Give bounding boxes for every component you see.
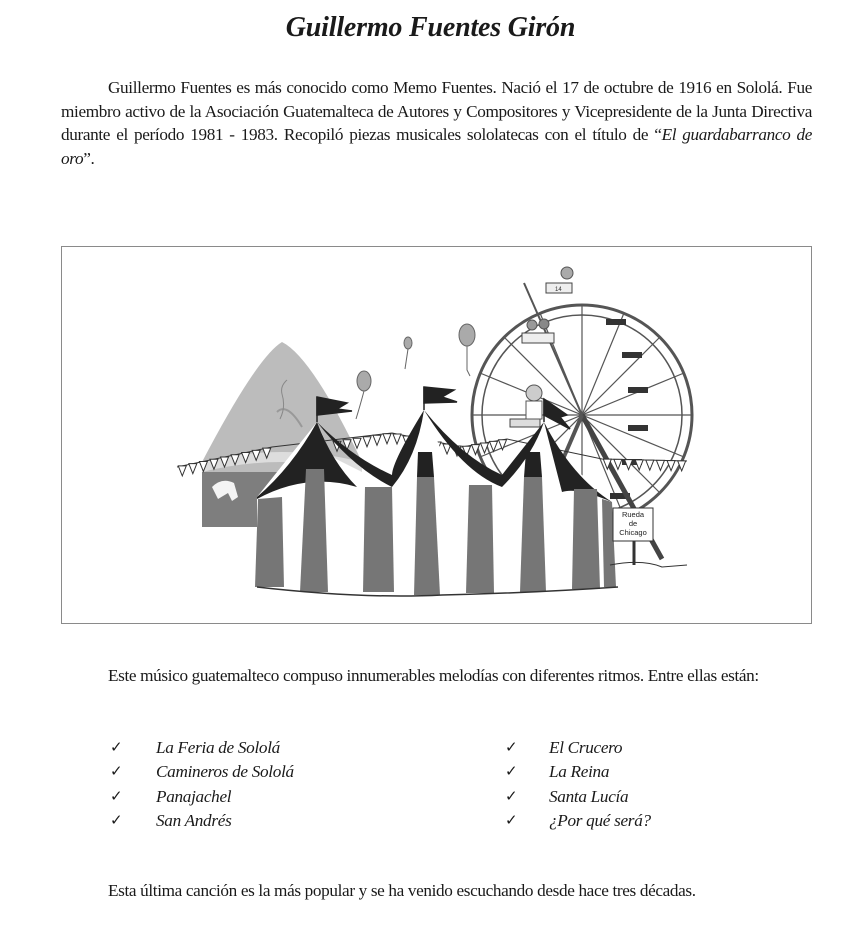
pennant <box>189 464 197 474</box>
song-title: Panajachel <box>156 787 232 806</box>
song-item <box>110 785 231 809</box>
song-title: La Reina <box>549 762 610 781</box>
pennant <box>178 466 186 476</box>
song-title: ¿Por qué será? <box>549 811 651 830</box>
bio-text: Guillermo Fuentes es más conocido como Memo Fuentes. Nació el 17 de octubre de 1916 en Sololá. Fue miembro activo de la Asociación Guatemalteca de Autores y Compositores y Vicepresidente de la Junta Directiva durante el período 1981 - 1983. Recopiló piezas musicales sololatecas con el título de “ <box>61 78 812 144</box>
song-item <box>505 760 609 784</box>
pennant <box>393 434 401 444</box>
sign-line-2: de <box>628 519 638 528</box>
check-icon: ✓ <box>110 813 123 829</box>
check-icon: ✓ <box>505 764 518 780</box>
gondolas <box>510 267 573 427</box>
sign-line-3: Chicago <box>619 528 647 537</box>
check-icon: ✓ <box>505 789 518 805</box>
balloons <box>356 324 475 419</box>
song-title: Camineros de Sololá <box>156 762 294 781</box>
page-title: Guillermo Fuentes Girón <box>285 12 576 43</box>
closing-paragraph <box>61 879 812 903</box>
song-title: El Crucero <box>549 738 623 757</box>
song-title: La Feria de Sololá <box>156 738 280 757</box>
closing-text: Esta última canción es la más popular y se ha venido escuchando desde hace tres décadas. <box>108 881 696 900</box>
fair-scene <box>62 247 811 623</box>
pennant <box>373 435 381 445</box>
check-icon: ✓ <box>110 764 123 780</box>
pennant <box>646 460 654 470</box>
rueda-de-chicago-sign <box>610 508 687 567</box>
melodies-intro-paragraph <box>61 664 812 688</box>
song-item <box>505 736 622 760</box>
check-icon: ✓ <box>110 789 123 805</box>
fair-illustration <box>61 246 812 624</box>
pennant <box>656 460 664 470</box>
biography-paragraph <box>61 76 812 170</box>
check-icon: ✓ <box>505 740 518 756</box>
bio-text-end: ”. <box>83 148 95 168</box>
check-icon: ✓ <box>505 813 518 829</box>
song-item <box>110 760 294 784</box>
song-item <box>505 785 628 809</box>
gondola-number: 14 <box>555 287 562 293</box>
collection-title: El guardabarranco de oro <box>61 125 812 168</box>
pennant <box>383 434 391 444</box>
check-icon: ✓ <box>110 740 123 756</box>
song-item <box>110 809 231 833</box>
intro-text: Este músico guatemalteco compuso innumerables melodías con diferentes ritmos. Entre ellas están: <box>108 666 759 685</box>
pennant <box>614 459 622 469</box>
song-title: Santa Lucía <box>549 787 629 806</box>
song-item <box>110 736 280 760</box>
pennant <box>363 437 371 447</box>
sign-line-1: Rueda <box>621 510 645 519</box>
song-item <box>505 809 651 833</box>
song-title: San Andrés <box>156 811 232 830</box>
